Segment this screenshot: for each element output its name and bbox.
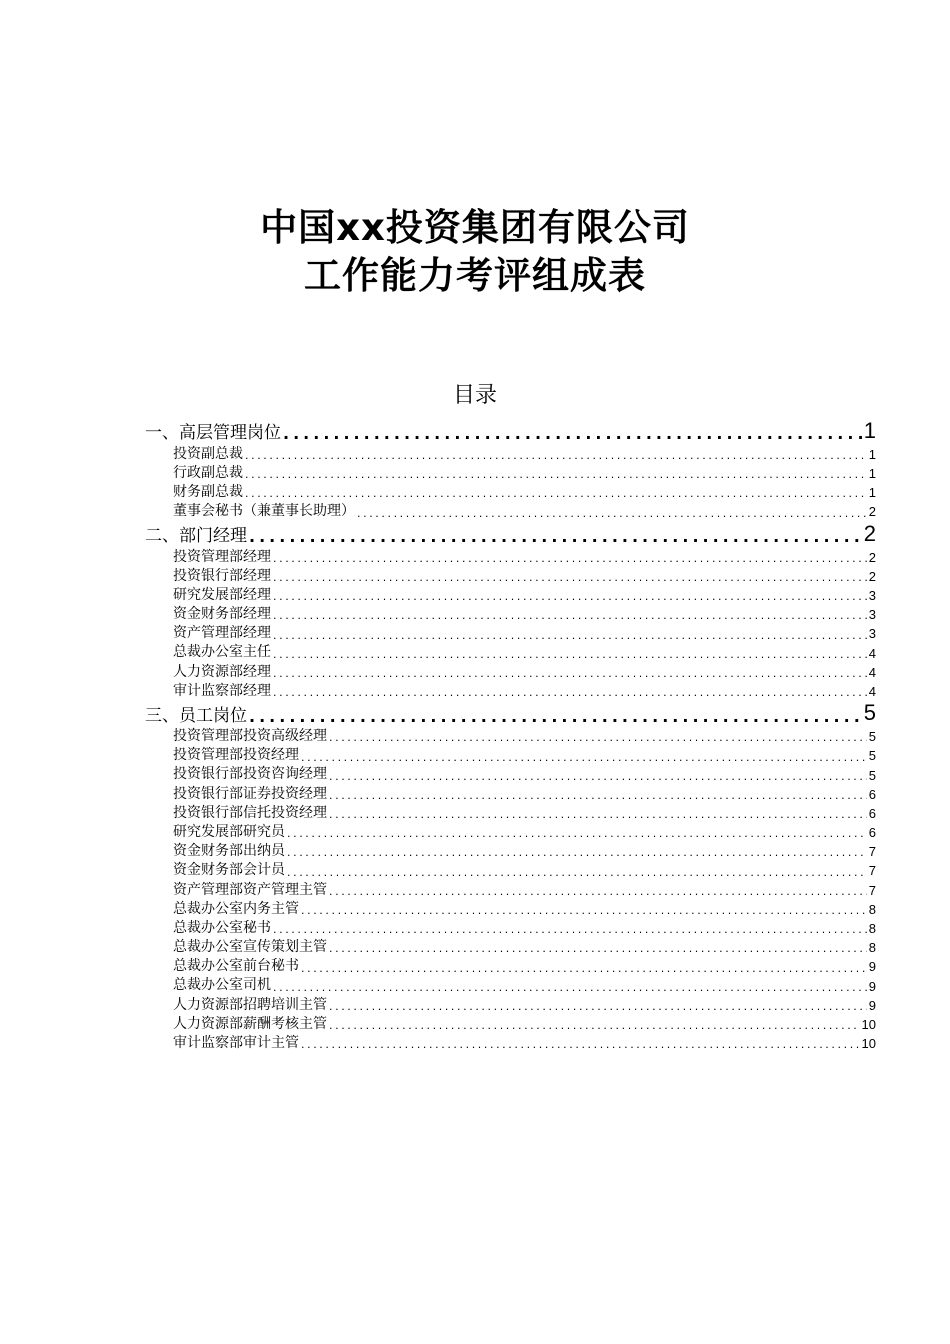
toc-item-entry[interactable] <box>145 603 876 622</box>
toc-dot-leader <box>329 1001 867 1013</box>
toc-item-label: 人力资源部薪酬考核主管 <box>173 1015 327 1032</box>
toc-item-page-number: 10 <box>861 1016 876 1032</box>
toc-dot-leader <box>329 886 867 898</box>
toc-item-entry[interactable] <box>145 1032 876 1051</box>
toc-item-entry[interactable] <box>145 546 876 565</box>
toc-item-page-number: 7 <box>868 863 876 879</box>
toc-item-entry[interactable] <box>145 860 876 879</box>
toc-heading: 目录 <box>452 383 497 408</box>
toc-item-entry[interactable] <box>145 443 876 462</box>
toc-item-entry[interactable] <box>145 764 876 783</box>
toc-item-entry[interactable] <box>145 840 876 859</box>
toc-item-page-number: 8 <box>868 921 876 937</box>
toc-item-label: 投资副总裁 <box>173 445 243 462</box>
toc-dot-leader <box>287 867 867 879</box>
toc-item-page-number: 6 <box>868 825 876 841</box>
toc-item-entry[interactable] <box>145 936 876 955</box>
toc-item-label: 总裁办公室前台秘书 <box>173 958 299 975</box>
toc-item-label: 人力资源部经理 <box>173 663 271 680</box>
toc-section-label: 三、员工岗位 <box>145 705 247 726</box>
toc-item-page-number: 4 <box>868 664 876 680</box>
toc-item-page-number: 6 <box>868 805 876 821</box>
toc-item-page-number: 5 <box>868 767 876 783</box>
toc-item-entry[interactable] <box>145 802 876 821</box>
toc-item-label: 审计监察部经理 <box>173 682 271 699</box>
toc-item-label: 资金财务部经理 <box>173 606 271 623</box>
toc-item-page-number: 1 <box>868 466 876 482</box>
toc-dot-leader <box>245 450 867 462</box>
toc-item-entry[interactable] <box>145 1013 876 1032</box>
toc-item-page-number: 3 <box>868 626 876 642</box>
toc-item-entry[interactable] <box>145 680 876 699</box>
toc-dot-leader <box>329 943 867 955</box>
toc-item-page-number: 7 <box>868 844 876 860</box>
toc-item-entry[interactable] <box>145 821 876 840</box>
table-of-contents <box>145 417 876 1051</box>
toc-dot-leader <box>249 708 862 726</box>
toc-item-entry[interactable] <box>145 481 876 500</box>
toc-dot-leader <box>245 488 867 500</box>
toc-dot-leader <box>249 528 862 546</box>
toc-item-entry[interactable] <box>145 661 876 680</box>
toc-item-entry[interactable] <box>145 744 876 763</box>
toc-item-page-number: 3 <box>868 588 876 604</box>
toc-item-label: 投资银行部投资咨询经理 <box>173 766 327 783</box>
toc-dot-leader <box>273 687 867 699</box>
toc-item-entry[interactable] <box>145 565 876 584</box>
toc-item-page-number: 1 <box>868 485 876 501</box>
toc-item-page-number: 9 <box>868 997 876 1013</box>
toc-item-label: 研究发展部经理 <box>173 586 271 603</box>
toc-item-entry[interactable] <box>145 783 876 802</box>
toc-item-entry[interactable] <box>145 917 876 936</box>
toc-item-label: 资金财务部出纳员 <box>173 843 285 860</box>
document-title-line-1: 中国xx投资集团有限公司 <box>260 206 690 249</box>
toc-dot-leader <box>357 508 867 520</box>
toc-dot-leader <box>301 752 867 764</box>
toc-section-page-number: 1 <box>863 417 876 443</box>
toc-item-page-number: 2 <box>868 549 876 565</box>
toc-dot-leader <box>301 1039 860 1051</box>
toc-item-page-number: 7 <box>868 882 876 898</box>
toc-item-label: 总裁办公室秘书 <box>173 919 271 936</box>
toc-section-label: 一、高层管理岗位 <box>145 423 281 443</box>
toc-dot-leader <box>283 425 862 443</box>
toc-item-entry[interactable] <box>145 642 876 661</box>
toc-item-label: 总裁办公室主任 <box>173 644 271 661</box>
toc-dot-leader <box>329 771 867 783</box>
toc-dot-leader <box>273 553 867 565</box>
document-title-line-2: 工作能力考评组成表 <box>304 254 646 297</box>
toc-item-label: 资产管理部资产管理主管 <box>173 881 327 898</box>
toc-item-entry[interactable] <box>145 462 876 481</box>
toc-item-page-number: 3 <box>868 607 876 623</box>
toc-item-page-number: 5 <box>868 748 876 764</box>
toc-dot-leader <box>273 649 867 661</box>
toc-item-entry[interactable] <box>145 725 876 744</box>
toc-item-page-number: 6 <box>868 786 876 802</box>
toc-item-entry[interactable] <box>145 879 876 898</box>
toc-item-page-number: 5 <box>868 729 876 745</box>
toc-dot-leader <box>329 1020 860 1032</box>
toc-item-label: 投资管理部投资经理 <box>173 747 299 764</box>
toc-section-entry[interactable] <box>145 417 876 443</box>
toc-item-label: 投资管理部经理 <box>173 548 271 565</box>
toc-dot-leader <box>273 591 867 603</box>
toc-section-page-number: 2 <box>863 520 876 546</box>
toc-item-page-number: 4 <box>868 645 876 661</box>
toc-item-label: 总裁办公室司机 <box>173 977 271 994</box>
toc-item-entry[interactable] <box>145 501 876 520</box>
toc-dot-leader <box>287 847 867 859</box>
toc-item-label: 董事会秘书（兼董事长助理） <box>173 503 355 520</box>
toc-item-label: 投资银行部经理 <box>173 567 271 584</box>
toc-section-entry[interactable] <box>145 699 876 725</box>
toc-item-entry[interactable] <box>145 975 876 994</box>
toc-item-label: 总裁办公室内务主管 <box>173 900 299 917</box>
toc-dot-leader <box>329 732 867 744</box>
toc-item-page-number: 9 <box>868 978 876 994</box>
toc-item-entry[interactable] <box>145 584 876 603</box>
toc-dot-leader <box>301 963 867 975</box>
toc-section-label: 二、部门经理 <box>145 526 247 546</box>
toc-item-label: 财务副总裁 <box>173 484 243 501</box>
toc-item-label: 投资管理部投资高级经理 <box>173 728 327 745</box>
toc-item-page-number: 1 <box>868 446 876 462</box>
toc-item-page-number: 2 <box>868 568 876 584</box>
toc-dot-leader <box>287 828 867 840</box>
toc-dot-leader <box>329 790 867 802</box>
toc-item-label: 投资银行部证券投资经理 <box>173 785 327 802</box>
toc-item-page-number: 9 <box>868 959 876 975</box>
toc-item-entry[interactable] <box>145 956 876 975</box>
toc-dot-leader <box>273 630 867 642</box>
toc-dot-leader <box>273 982 867 994</box>
toc-item-label: 总裁办公室宣传策划主管 <box>173 939 327 956</box>
toc-item-page-number: 10 <box>861 1036 876 1052</box>
toc-item-entry[interactable] <box>145 623 876 642</box>
toc-item-label: 资产管理部经理 <box>173 625 271 642</box>
toc-item-page-number: 8 <box>868 940 876 956</box>
toc-dot-leader <box>273 924 867 936</box>
toc-item-label: 资金财务部会计员 <box>173 862 285 879</box>
toc-item-label: 审计监察部审计主管 <box>173 1035 299 1052</box>
toc-dot-leader <box>273 610 867 622</box>
toc-dot-leader <box>329 809 867 821</box>
toc-item-page-number: 2 <box>868 504 876 520</box>
toc-item-label: 人力资源部招聘培训主管 <box>173 996 327 1013</box>
toc-item-label: 研究发展部研究员 <box>173 823 285 840</box>
toc-dot-leader <box>273 572 867 584</box>
toc-dot-leader <box>301 905 867 917</box>
toc-section-page-number: 5 <box>863 700 876 726</box>
toc-item-entry[interactable] <box>145 898 876 917</box>
toc-dot-leader <box>245 469 867 481</box>
toc-item-label: 行政副总裁 <box>173 464 243 481</box>
toc-item-entry[interactable] <box>145 994 876 1013</box>
toc-item-page-number: 8 <box>868 901 876 917</box>
toc-item-page-number: 4 <box>868 683 876 699</box>
toc-dot-leader <box>273 668 867 680</box>
toc-item-label: 投资银行部信托投资经理 <box>173 804 327 821</box>
toc-section-entry[interactable] <box>145 520 876 546</box>
